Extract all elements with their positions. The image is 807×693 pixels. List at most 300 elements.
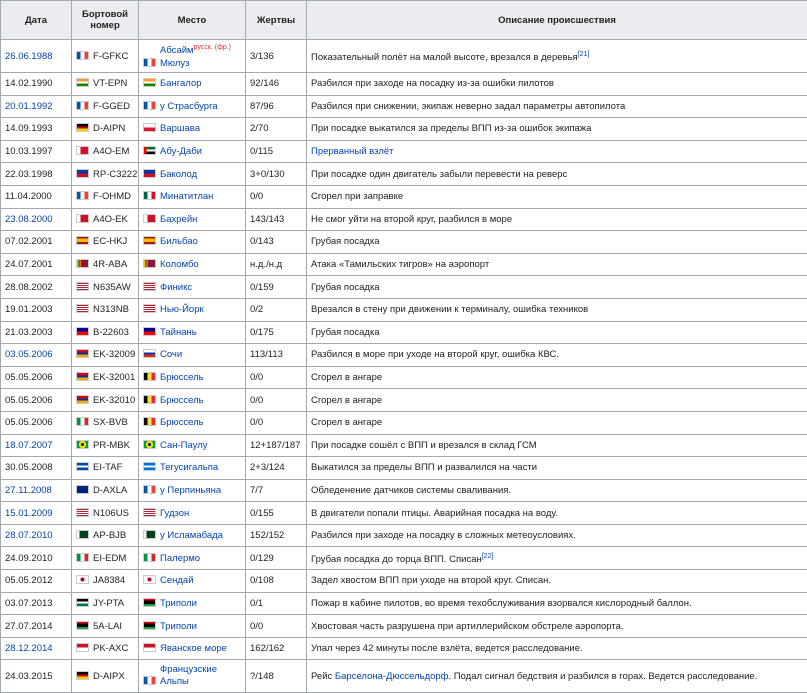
place-link[interactable]: Бахрейн: [160, 214, 197, 225]
date-cell: [1, 163, 72, 186]
header-registration[interactable]: Бортовой номер: [72, 1, 139, 40]
date-text: 03.07.2013: [5, 598, 53, 609]
registration-text: D-AIPX: [93, 671, 125, 682]
date-cell: [1, 524, 72, 547]
place-cell: [139, 344, 246, 367]
description-cell: [307, 344, 807, 367]
date-text[interactable]: 28.07.2010: [5, 530, 53, 541]
place-link[interactable]: Нью-Йорк: [160, 304, 204, 315]
date-text: 07.02.2001: [5, 236, 53, 247]
france-flag-icon: [76, 51, 89, 60]
place-link[interactable]: Тегусигальпа: [160, 462, 218, 473]
reference-note[interactable]: [21]: [578, 51, 590, 58]
date-cell: [1, 457, 72, 480]
date-cell: [1, 479, 72, 502]
description-text: Хвостовая часть разрушена при артиллерийском обстреле аэропорта.: [311, 621, 624, 632]
table-row: [1, 660, 807, 693]
armenia-flag-icon: [76, 395, 89, 404]
registration-text: JY-PTA: [93, 598, 124, 609]
table-row: [1, 185, 807, 208]
description-cell: [307, 411, 807, 434]
place-wrap: [160, 395, 204, 406]
victims-cell: 0/0: [246, 411, 307, 434]
victims-cell: 12+187/187: [246, 434, 307, 457]
registration-cell: [72, 231, 139, 254]
description-text: Сгорел в ангаре: [311, 372, 382, 383]
place-cell: [139, 434, 246, 457]
victims-cell: 0/0: [246, 389, 307, 412]
registration-text: 5A-LAI: [93, 621, 122, 632]
place-cell: [139, 570, 246, 593]
place-cell: [139, 547, 246, 570]
date-text: 14.09.1993: [5, 123, 53, 134]
registration-text: RP-C3222: [93, 169, 137, 180]
usa-flag-icon: [143, 304, 156, 313]
description-prefix: Рейс: [311, 671, 335, 682]
date-text: 30.05.2008: [5, 462, 53, 473]
registration-cell: [72, 344, 139, 367]
description-cell: [307, 637, 807, 660]
date-text: 05.05.2006: [5, 417, 53, 428]
place-wrap: [160, 530, 223, 541]
place-cell: [139, 208, 246, 231]
date-text[interactable]: 28.12.2014: [5, 643, 53, 654]
table-row: [1, 73, 807, 96]
date-cell: [1, 140, 72, 163]
description-text: Разбился при заходе на посадку в сложных метеоусловиях.: [311, 530, 576, 541]
date-text: 05.05.2006: [5, 372, 53, 383]
date-cell: [1, 321, 72, 344]
description-cell: [307, 118, 807, 141]
description-text: При посадке один двигатель забыли перевести на реверс: [311, 169, 567, 180]
date-cell: [1, 366, 72, 389]
place-wrap: [160, 78, 202, 89]
registration-cell: [72, 163, 139, 186]
brazil-flag-icon: [76, 440, 89, 449]
date-cell: [1, 592, 72, 615]
description-cell: [307, 73, 807, 96]
place-link[interactable]: Сочи: [160, 349, 182, 360]
registration-cell: [72, 457, 139, 480]
date-cell: [1, 570, 72, 593]
table-row: [1, 592, 807, 615]
registration-cell: [72, 95, 139, 118]
place-cell: [139, 298, 246, 321]
registration-cell: [72, 118, 139, 141]
place-wrap: [160, 485, 221, 496]
victims-cell: 92/146: [246, 73, 307, 96]
table-row: [1, 637, 807, 660]
registration-cell: [72, 660, 139, 693]
spain-flag-icon: [143, 236, 156, 245]
philippines-flag-icon: [76, 169, 89, 178]
registration-cell: [72, 185, 139, 208]
table-row: [1, 479, 807, 502]
place-wrap: [160, 349, 182, 360]
registration-text: EI-TAF: [93, 462, 122, 473]
registration-text: JA8384: [93, 575, 125, 586]
registration-cell: [72, 502, 139, 525]
date-cell: [1, 208, 72, 231]
date-text: 27.07.2014: [5, 621, 53, 632]
place-link[interactable]: у Страсбурга: [160, 101, 218, 112]
date-cell: [1, 547, 72, 570]
place-wrap: [160, 621, 197, 632]
place-wrap: [160, 214, 197, 225]
registration-text: SX-BVB: [93, 417, 128, 428]
elsalvador-flag-icon: [76, 462, 89, 471]
date-text: 24.07.2001: [5, 259, 53, 270]
belgium-flag-icon: [143, 417, 156, 426]
place-link[interactable]: Минатитлан: [160, 191, 213, 202]
victims-cell: 0/143: [246, 231, 307, 254]
registration-text: PR-MBK: [93, 440, 130, 451]
registration-text: D-AIPN: [93, 123, 125, 134]
registration-text: F-GGED: [93, 101, 130, 112]
taiwan-flag-icon: [76, 327, 89, 336]
usa-flag-icon: [76, 282, 89, 291]
belgium-flag-icon: [143, 372, 156, 381]
armenia-flag-icon: [76, 349, 89, 358]
table-row: [1, 40, 807, 73]
place-link[interactable]: Баколод: [160, 169, 197, 180]
place-note[interactable]: русск. (фр.): [194, 44, 231, 51]
brazil-flag-icon: [143, 440, 156, 449]
place-wrap: [160, 462, 218, 473]
victims-cell: 3/136: [246, 40, 307, 73]
description-text: Грубая посадка до торца ВПП. Списан: [311, 554, 482, 565]
place-wrap: [160, 575, 194, 586]
france-flag-icon: [143, 58, 156, 67]
newzealand-flag-icon: [76, 485, 89, 494]
description-text: Упал через 42 минуты после взлёта, ведется расследование.: [311, 643, 583, 654]
place-link[interactable]: Французские: [160, 664, 217, 675]
place-cell: [139, 321, 246, 344]
registration-text: F-OHMD: [93, 191, 131, 202]
header-description[interactable]: Описание происшествия: [307, 1, 807, 40]
place-cell: [139, 276, 246, 299]
description-text: Сгорел в ангаре: [311, 395, 382, 406]
place-cell: [139, 253, 246, 276]
place-cell: [139, 524, 246, 547]
place-cell: [139, 231, 246, 254]
registration-text: AP-BJB: [93, 530, 126, 541]
place-wrap: [160, 327, 197, 338]
victims-cell: 0/115: [246, 140, 307, 163]
registration-text: EI-EDM: [93, 553, 126, 564]
header-place[interactable]: Место: [139, 1, 246, 40]
description-cell: [307, 185, 807, 208]
date-text[interactable]: 18.07.2007: [5, 440, 53, 451]
date-cell: [1, 185, 72, 208]
libya-flag-icon: [143, 598, 156, 607]
registration-cell: [72, 276, 139, 299]
libya-flag-icon: [143, 621, 156, 630]
place-link[interactable]: Сендай: [160, 575, 194, 586]
victims-cell: 152/152: [246, 524, 307, 547]
place-link[interactable]: Абу-Даби: [160, 146, 202, 157]
srilanka-flag-icon: [143, 259, 156, 268]
usa-flag-icon: [143, 282, 156, 291]
victims-cell: 113/113: [246, 344, 307, 367]
table-row: [1, 547, 807, 570]
france-flag-icon: [143, 676, 156, 685]
date-cell: [1, 344, 72, 367]
place-link[interactable]: Сан-Паулу: [160, 440, 208, 451]
header-victims[interactable]: Жертвы: [246, 1, 307, 40]
registration-text: EC-HKJ: [93, 236, 127, 247]
place-cell: [139, 366, 246, 389]
description-text: Разбился в море при уходе на второй круг, ошибка КВС.: [311, 349, 559, 360]
place-wrap: [160, 664, 217, 688]
place-cell: [139, 73, 246, 96]
description-text: Не смог уйти на второй круг, разбился в море: [311, 214, 512, 225]
place-link[interactable]: Яванское море: [160, 643, 227, 654]
date-text: 21.03.2003: [5, 327, 53, 338]
place-cell: [139, 660, 246, 693]
description-cell: [307, 95, 807, 118]
registration-cell: [72, 208, 139, 231]
date-cell: [1, 615, 72, 638]
registration-text: A4O-EK: [93, 214, 128, 225]
registration-cell: [72, 366, 139, 389]
date-text: 28.08.2002: [5, 282, 53, 293]
registration-text: B-22603: [93, 327, 129, 338]
place-link[interactable]: Брюссель: [160, 395, 204, 406]
registration-text: EK-32009: [93, 349, 135, 360]
description-text: Грубая посадка: [311, 327, 380, 338]
pakistan-flag-icon: [143, 530, 156, 539]
description-cell: [307, 140, 807, 163]
date-cell: [1, 298, 72, 321]
victims-cell: ?/148: [246, 660, 307, 693]
france-flag-icon: [143, 485, 156, 494]
date-text: 14.02.1990: [5, 78, 53, 89]
description-cell: [307, 366, 807, 389]
date-text: 24.03.2015: [5, 671, 53, 682]
description-text: Показательный полёт на малой высоте, врезался в деревья: [311, 52, 578, 63]
libya-flag-icon: [76, 621, 89, 630]
table-row: [1, 140, 807, 163]
table-row: [1, 118, 807, 141]
place-cell: [139, 411, 246, 434]
registration-text: F-GFKC: [93, 51, 128, 62]
place-wrap: [160, 191, 213, 202]
place-cell: [139, 479, 246, 502]
japan-flag-icon: [143, 575, 156, 584]
description-link[interactable]: Барселона-Дюссельдорф: [335, 671, 449, 682]
place-wrap: [160, 146, 202, 157]
victims-cell: 2/70: [246, 118, 307, 141]
place-link[interactable]: Брюссель: [160, 417, 204, 428]
table-row: [1, 208, 807, 231]
description-cell: [307, 547, 807, 570]
description-text: Разбился при заходе на посадку из-за ошибки пилотов: [311, 78, 554, 89]
table-row: [1, 615, 807, 638]
victims-cell: 0/0: [246, 366, 307, 389]
date-cell: [1, 411, 72, 434]
table-body: [1, 40, 807, 693]
place-wrap: [160, 42, 231, 69]
table-row: [1, 389, 807, 412]
registration-text: EK-32010: [93, 395, 135, 406]
description-cell: [307, 570, 807, 593]
date-text[interactable]: 27.11.2008: [5, 485, 52, 496]
date-text[interactable]: 15.01.2009: [5, 508, 53, 519]
place-link[interactable]: Тайнань: [160, 327, 197, 338]
date-text: 24.09.2010: [5, 553, 53, 564]
table-row: [1, 457, 807, 480]
date-text[interactable]: 26.06.1988: [5, 51, 53, 62]
place-wrap: [160, 417, 204, 428]
description-text: Обледенение датчиков системы сваливания.: [311, 485, 511, 496]
place-wrap: [160, 123, 200, 134]
victims-cell: 162/162: [246, 637, 307, 660]
table-row: [1, 411, 807, 434]
date-text: 05.05.2012: [5, 575, 53, 586]
description-cell: [307, 163, 807, 186]
registration-cell: [72, 321, 139, 344]
place-cell: [139, 615, 246, 638]
place-link[interactable]: Гудзон: [160, 508, 189, 519]
place-cell: [139, 40, 246, 73]
reference-note[interactable]: [22]: [482, 553, 494, 560]
registration-text: D-AXLA: [93, 485, 127, 496]
table-row: [1, 434, 807, 457]
registration-cell: [72, 570, 139, 593]
table-row: [1, 276, 807, 299]
description-cell: [307, 479, 807, 502]
victims-cell: 0/1: [246, 592, 307, 615]
registration-cell: [72, 253, 139, 276]
date-text: 19.01.2003: [5, 304, 53, 315]
table-row: [1, 231, 807, 254]
registration-text: EK-32001: [93, 372, 135, 383]
place-wrap: [160, 259, 199, 270]
registration-text: A4O-EM: [93, 146, 129, 157]
registration-cell: [72, 389, 139, 412]
description-cell: [307, 40, 807, 73]
philippines-flag-icon: [143, 169, 156, 178]
date-cell: [1, 660, 72, 693]
description-cell: [307, 276, 807, 299]
description-cell: [307, 434, 807, 457]
place-link[interactable]: Варшава: [160, 123, 200, 134]
place-link[interactable]: Триполи: [160, 598, 197, 609]
japan-flag-icon: [76, 575, 89, 584]
place-link[interactable]: Бильбао: [160, 236, 198, 247]
registration-cell: [72, 434, 139, 457]
indonesia-flag-icon: [143, 643, 156, 652]
date-text: 11.04.2000: [5, 191, 52, 202]
description-text: Грубая посадка: [311, 282, 380, 293]
place-link[interactable]: у Перпиньяна: [160, 485, 221, 496]
germany-flag-icon: [76, 123, 89, 132]
header-row: [1, 1, 807, 40]
place-cell: [139, 457, 246, 480]
description-text: Выкатился за пределы ВПП и развалился на части: [311, 462, 537, 473]
date-text[interactable]: 03.05.2006: [5, 349, 53, 360]
victims-cell: 87/96: [246, 95, 307, 118]
armenia-flag-icon: [76, 372, 89, 381]
place-wrap: [160, 440, 208, 451]
honduras-flag-icon: [143, 462, 156, 471]
france-flag-icon: [76, 191, 89, 200]
description-cell: [307, 389, 807, 412]
date-cell: [1, 502, 72, 525]
place-link[interactable]: Финикс: [160, 282, 192, 293]
date-cell: [1, 389, 72, 412]
date-text: 10.03.1997: [5, 146, 53, 157]
date-cell: [1, 434, 72, 457]
date-text[interactable]: 20.01.1992: [5, 101, 53, 112]
registration-text: VT-EPN: [93, 78, 127, 89]
place-link[interactable]: у Исламабада: [160, 530, 223, 541]
place-link-line2[interactable]: Мюлуз: [160, 58, 189, 69]
place-link[interactable]: Брюссель: [160, 372, 204, 383]
victims-cell: н.д./н.д: [246, 253, 307, 276]
uae-flag-icon: [143, 146, 156, 155]
description-cell: [307, 208, 807, 231]
table-row: [1, 253, 807, 276]
place-wrap: [160, 598, 197, 609]
place-link[interactable]: Абсайм: [160, 46, 194, 57]
header-date[interactable]: Дата: [1, 1, 72, 40]
place-wrap: [160, 372, 204, 383]
place-link[interactable]: Бангалор: [160, 78, 202, 89]
place-wrap: [160, 282, 192, 293]
table-row: [1, 298, 807, 321]
date-cell: [1, 118, 72, 141]
description-cell: [307, 321, 807, 344]
registration-cell: [72, 73, 139, 96]
bahrain-flag-icon: [76, 214, 89, 223]
date-text[interactable]: 23.08.2000: [5, 214, 53, 225]
description-text: Разбился при снижении, экипаж неверно задал параметры автопилота: [311, 101, 625, 112]
place-link[interactable]: Триполи: [160, 621, 197, 632]
place-wrap: [160, 236, 198, 247]
place-cell: [139, 95, 246, 118]
registration-cell: [72, 547, 139, 570]
place-wrap: [160, 101, 218, 112]
bahrain-flag-icon: [143, 214, 156, 223]
date-cell: [1, 637, 72, 660]
description-cell: [307, 298, 807, 321]
france-flag-icon: [76, 101, 89, 110]
victims-cell: 2+3/124: [246, 457, 307, 480]
date-text: 05.05.2006: [5, 395, 53, 406]
pakistan-flag-icon: [76, 530, 89, 539]
table-row: [1, 344, 807, 367]
france-flag-icon: [143, 101, 156, 110]
description-cell: [307, 524, 807, 547]
description-text: При посадке сошёл с ВПП и врезался в склад ГСМ: [311, 440, 537, 451]
place-link[interactable]: Палермо: [160, 553, 200, 564]
victims-cell: 143/143: [246, 208, 307, 231]
italy-flag-icon: [76, 417, 89, 426]
registration-cell: [72, 40, 139, 73]
registration-text: PK-AXC: [93, 643, 128, 654]
description-text[interactable]: Прерванный взлёт: [311, 146, 394, 157]
victims-cell: 0/2: [246, 298, 307, 321]
registration-cell: [72, 592, 139, 615]
victims-cell: 0/108: [246, 570, 307, 593]
place-link-line2[interactable]: Альпы: [160, 676, 189, 687]
victims-cell: 0/155: [246, 502, 307, 525]
place-wrap: [160, 304, 204, 315]
registration-cell: [72, 298, 139, 321]
place-link[interactable]: Коломбо: [160, 259, 199, 270]
